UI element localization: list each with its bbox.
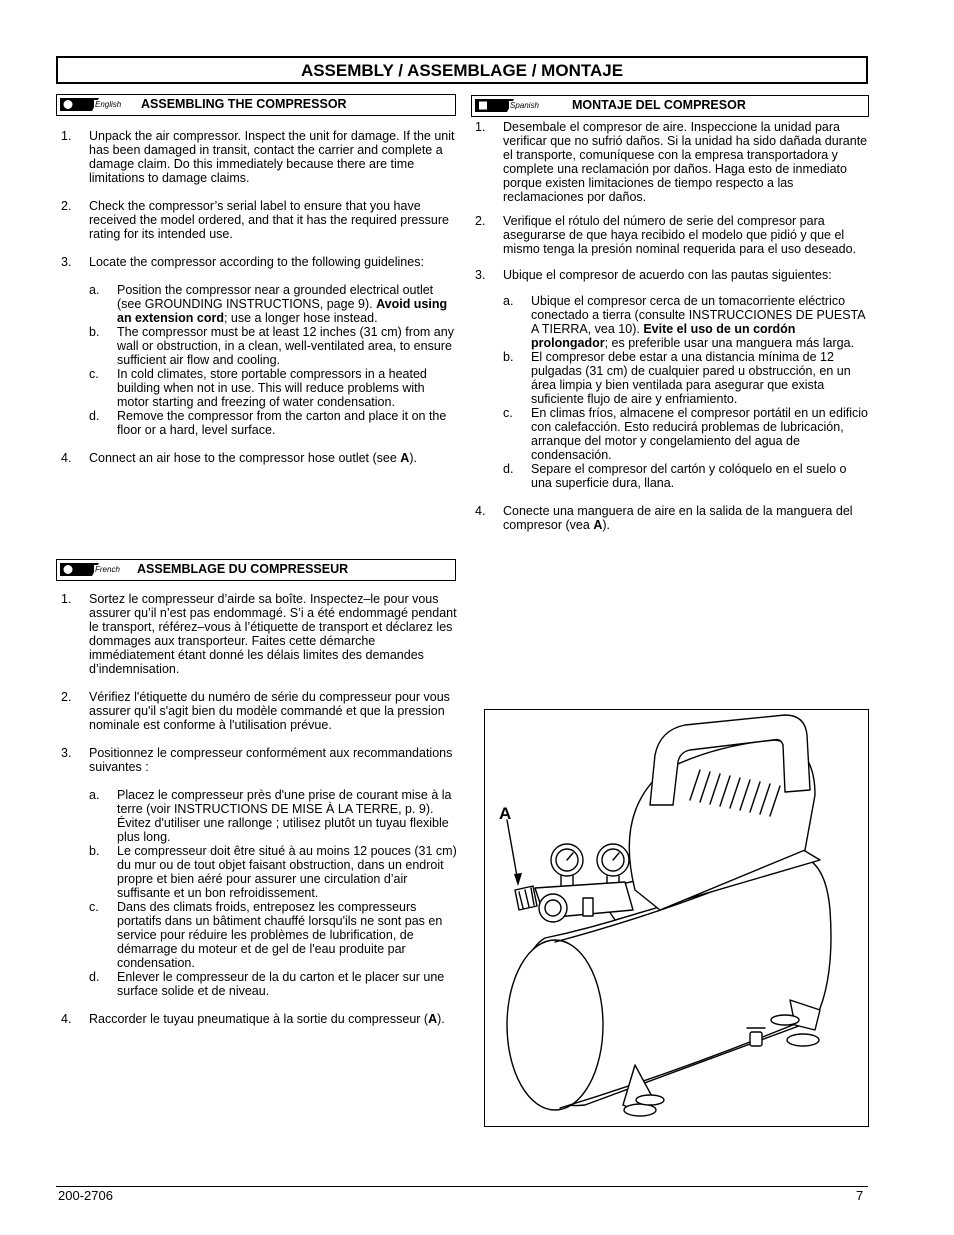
compressor-figure: [484, 709, 869, 1127]
step-text: Unpack the air compressor. Inspect the unit for damage. If the unit has been damaged in transit, contact the carrier and complete a damage claim. Do this immediately because there are time limitations to damage claims.: [89, 129, 455, 185]
step-number: 2.: [475, 214, 486, 228]
substep-letter: d.: [503, 462, 514, 476]
step-text: Desembale el compresor de aire. Inspeccione la unidad para verificar que no sufrió daños. Si la unidad ha sido dañada durante el transporte, comuníquese con la empresa transportadora y complete una reclamación por daños. Haga esto de inmediato porque existen limitaciones de tiempo respecto a las reclamaciones por daños.: [503, 120, 868, 204]
english-step-3d: [89, 409, 458, 437]
french-language-tab: [59, 562, 125, 577]
document-number: 200-2706: [58, 1188, 113, 1203]
substep-text: The compressor must be at least 12 inches (31 cm) from any wall or obstruction, in a clean, well-ventilated area, to ensure sufficient air flow and cooling.: [117, 325, 454, 367]
substep-text: En climas fríos, almacene el compresor portátil en un edificio con calefacción. Esto reducirá problemas de lubricación, arranque del motor y congelamiento del agua de condensación.: [531, 406, 868, 462]
french-instructions: [58, 592, 458, 1026]
page-number: 7: [856, 1188, 864, 1203]
step-number: 2.: [61, 199, 72, 213]
step-text: Vérifiez l'étiquette du numéro de série du compresseur pour vous assurer qu'il s'agit bien du modèle commandé et que la pression nominale est conforme à l'utilisation prévue.: [89, 690, 450, 732]
french-language-label: French: [95, 565, 120, 574]
substep-letter: b.: [89, 325, 100, 339]
english-step-3a: [89, 283, 458, 325]
english-section-header: [56, 94, 456, 116]
step-text: Verifique el rótulo del número de serie del compresor para asegurarse de que haya recibido el modelo que pidió y que el mismo tenga la presión nominal requerida para el uso deseado.: [503, 214, 856, 256]
spanish-step-2: [472, 214, 868, 256]
spanish-language-tab: [474, 98, 540, 113]
step-number: 3.: [61, 255, 72, 269]
spanish-step-3d: [503, 462, 868, 490]
substep-letter: d.: [89, 409, 100, 423]
figure-label-a: A: [499, 804, 512, 823]
spanish-step-4: [472, 504, 868, 532]
air-compressor-illustration: [485, 710, 867, 1125]
substep-text: El compresor debe estar a una distancia mínima de 12 pulgadas (31 cm) de cualquier pared u obstrucción, en un área limpia y bien ventilada para asegurar que exista suficiente flujo de aire y enfriamiento.: [531, 350, 851, 406]
french-step-3: [58, 746, 458, 998]
english-language-label: English: [95, 100, 122, 109]
english-step-1: [58, 129, 458, 185]
spanish-instructions: [472, 120, 868, 532]
substep-text: Ubique el compresor cerca de un tomacorriente eléctrico conectado a tierra (consulte INSTRUCCIONES DE PUESTA A TIERRA, vea 10). Evite el uso de un cordón prolongador; es preferible usar una manguera más larga.: [531, 294, 865, 350]
spanish-step-3c: [503, 406, 868, 462]
english-step-4: [58, 451, 458, 465]
english-step-2: [58, 199, 458, 241]
step-number: 3.: [61, 746, 72, 760]
substep-text: In cold climates, store portable compressors in a heated building when not in use. This will reduce problems with motor starting and freezing of water condensation.: [117, 367, 427, 409]
step-text: Check the compressor’s serial label to ensure that you have received the model ordered, and that it has the required pressure rating for its intended use.: [89, 199, 449, 241]
substep-letter: a.: [503, 294, 514, 308]
step-text: Ubique el compresor de acuerdo con las pautas siguientes:: [503, 268, 832, 282]
step-text: Sortez le compresseur d’airde sa boîte. Inspectez–le pour vous assurer qu’il n’est pas endommagé. S’i a été endommagé pendant le transport, référez–vous à l’étiquette de transport et déclarez les dommages aux transporteur. Faites cette démarche immédiatement étant donné les délais limites des demandes d’indemnisation.: [89, 592, 457, 676]
spanish-step-3a: [503, 294, 868, 350]
french-step-3a: [89, 788, 458, 844]
page-title: ASSEMBLY / ASSEMBLAGE / MONTAJE: [56, 56, 868, 84]
english-step-3: [58, 255, 458, 437]
substep-text: Placez le compresseur près d'une prise de courant mise à la terre (voir INSTRUCTIONS DE MISE À LA TERRE, p. 9). Évitez d'utiliser une rallonge ; utilisez plutôt un tuyau flexible plus long.: [117, 788, 452, 844]
english-language-tab: [59, 97, 125, 112]
substep-text: Le compresseur doit être situé à au moins 12 pouces (31 cm) du mur ou de tout objet faisant obstruction, dans un endroit propre et bien aéré pour assurer une circulation d’air suffisante et un bon refroidissement.: [117, 844, 457, 900]
spanish-section-header: [471, 95, 869, 117]
step-number: 3.: [475, 268, 486, 282]
step-number: 1.: [61, 129, 72, 143]
english-section-title: ASSEMBLING THE COMPRESSOR: [141, 97, 347, 111]
substep-letter: c.: [503, 406, 513, 420]
substep-letter: c.: [89, 367, 99, 381]
substep-letter: b.: [503, 350, 514, 364]
spanish-section-title: MONTAJE DEL COMPRESOR: [572, 98, 746, 112]
french-step-3c: [89, 900, 458, 970]
step-number: 1.: [475, 120, 486, 134]
step-text: Locate the compressor according to the following guidelines:: [89, 255, 424, 269]
spanish-step-3b: [503, 350, 868, 406]
english-step-3c: [89, 367, 458, 409]
step-number: 4.: [61, 1012, 72, 1026]
step-number: 4.: [61, 451, 72, 465]
french-step-4: [58, 1012, 458, 1026]
english-instructions: [58, 129, 458, 465]
substep-text: Remove the compressor from the carton and place it on the floor or a hard, level surface.: [117, 409, 447, 437]
spanish-step-3: [472, 268, 868, 490]
french-section-header: [56, 559, 456, 581]
step-number: 4.: [475, 504, 486, 518]
step-number: 2.: [61, 690, 72, 704]
substep-letter: d.: [89, 970, 100, 984]
french-section-title: ASSEMBLAGE DU COMPRESSEUR: [137, 562, 349, 576]
french-step-3b: [89, 844, 458, 900]
spanish-step-1: [472, 120, 868, 204]
english-step-3b: [89, 325, 458, 367]
footer-divider: [56, 1186, 868, 1187]
step-text: Raccorder le tuyau pneumatique à la sortie du compresseur (A).: [89, 1012, 445, 1026]
french-step-2: [58, 690, 458, 732]
substep-text: Separe el compresor del cartón y colóquelo en el suelo o una superficie dura, llana.: [531, 462, 847, 490]
substep-letter: c.: [89, 900, 99, 914]
substep-letter: a.: [89, 283, 100, 297]
step-text: Conecte una manguera de aire en la salida de la manguera del compresor (vea A).: [503, 504, 853, 532]
french-step-3d: [89, 970, 458, 998]
step-number: 1.: [61, 592, 72, 606]
substep-text: Enlever le compresseur de la du carton et le placer sur une surface solide et de niveau.: [117, 970, 445, 998]
substep-text: Dans des climats froids, entreposez les compresseurs portatifs dans un bâtiment chauffé lorsqu'ils ne sont pas en service pour réduire les problèmes de lubrification, de démarrage du moteur et de gel de l'eau produite par condensation.: [117, 900, 443, 970]
substep-letter: b.: [89, 844, 100, 858]
substep-letter: a.: [89, 788, 100, 802]
french-step-1: [58, 592, 458, 676]
step-text: Positionnez le compresseur conformément aux recommandations suivantes :: [89, 746, 453, 774]
substep-text: Position the compressor near a grounded electrical outlet (see GROUNDING INSTRUCTIONS, page 9). Avoid using an extension cord; use a longer hose instead.: [117, 283, 448, 325]
step-text: Connect an air hose to the compressor hose outlet (see A).: [89, 451, 417, 465]
spanish-language-label: Spanish: [510, 101, 539, 110]
